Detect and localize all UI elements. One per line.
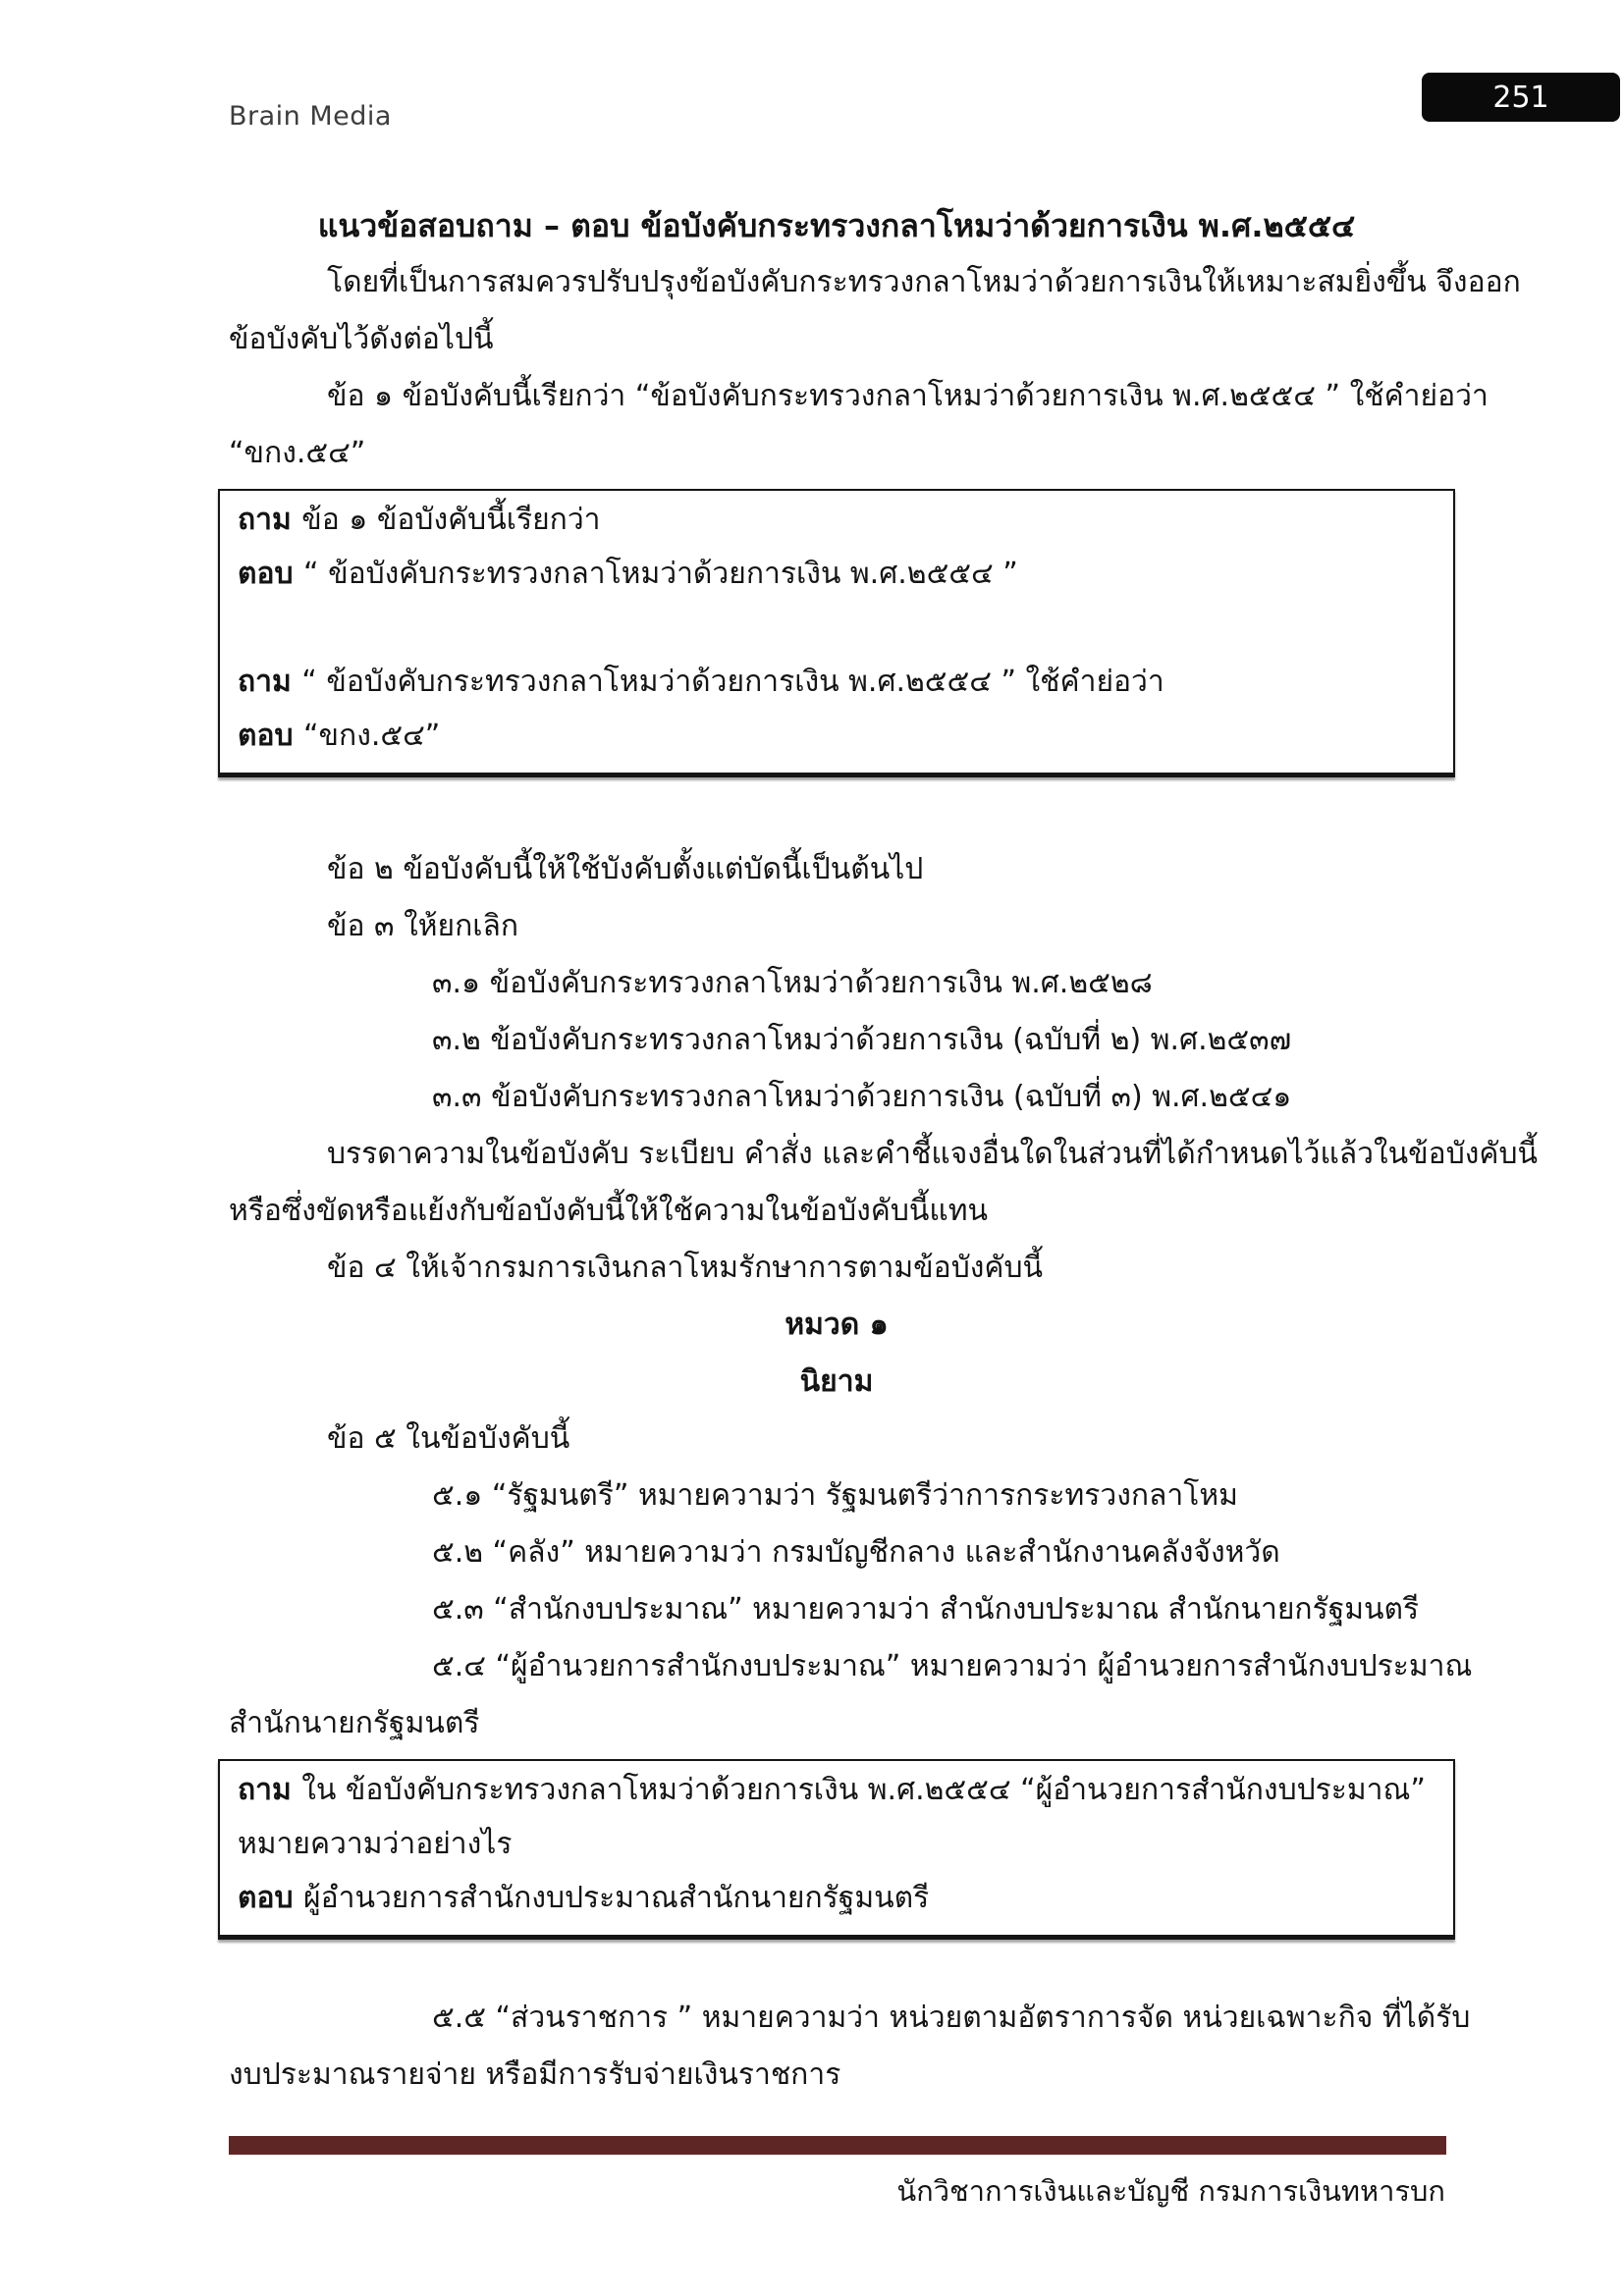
text-line: ๕.๑ “รัฐมนตรี” หมายความว่า รัฐมนตรีว่าการกระทรวงกลาโหม	[432, 1478, 1238, 1513]
page-number: 251	[1492, 80, 1549, 115]
brand-label: Brain Media	[229, 101, 392, 132]
qa-prefix-label: ตอบ	[238, 719, 303, 753]
text-line: ๓.๑ ข้อบังคับกระทรวงกลาโหมว่าด้วยการเงิน พ.ศ.๒๕๒๘	[432, 966, 1153, 1000]
text-line: ๕.๒ “คลัง” หมายความว่า กรมบัญชีกลาง และสำนักงานคลังจังหวัด	[432, 1535, 1280, 1570]
qa-prefix-label: ถาม	[238, 503, 302, 537]
qa-box	[218, 489, 1455, 777]
section-heading: นิยาม	[799, 1364, 874, 1399]
text-line: ๓.๓ ข้อบังคับกระทรวงกลาโหมว่าด้วยการเงิน (ฉบับที่ ๓) พ.ศ.๒๕๔๑	[432, 1080, 1292, 1114]
text-line: “ขกง.๕๔”	[229, 436, 366, 470]
qa-line: ตอบ “ ข้อบังคับกระทรวงกลาโหมว่าด้วยการเงิน พ.ศ.๒๕๕๔ ”	[238, 557, 1018, 591]
text-line: ข้อ ๑ ข้อบังคับนี้เรียกว่า “ข้อบังคับกระทรวงกลาโหมว่าด้วยการเงิน พ.ศ.๒๕๕๔ ” ใช้คำย่อว่า	[327, 379, 1489, 413]
footer-credit: นักวิชาการเงินและบัญชี กรมการเงินทหารบก	[896, 2174, 1445, 2208]
qa-line: หมายความว่าอย่างไร	[238, 1827, 513, 1861]
text-line: โดยที่เป็นการสมควรปรับปรุงข้อบังคับกระทรวงกลาโหมว่าด้วยการเงินให้เหมาะสมยิ่งขึ้น จึงออก	[327, 265, 1521, 299]
section-heading: หมวด ๑	[785, 1308, 889, 1342]
qa-prefix-label: ตอบ	[238, 557, 303, 591]
document-body	[218, 261, 1539, 2110]
page-number-badge	[1422, 73, 1620, 122]
qa-line: ตอบ ผู้อำนวยการสำนักงบประมาณสำนักนายกรัฐมนตรี	[238, 1881, 930, 1915]
qa-prefix-label: ถาม	[238, 665, 302, 699]
text-line: ข้อ ๔ ให้เจ้ากรมการเงินกลาโหมรักษาการตามข้อบังคับนี้	[327, 1251, 1044, 1285]
text-line: งบประมาณรายจ่าย หรือมีการรับจ่ายเงินราชการ	[229, 2057, 841, 2092]
text-line: ๕.๓ “สำนักงบประมาณ” หมายความว่า สำนักงบประมาณ สำนักนายกรัฐมนตรี	[432, 1592, 1420, 1627]
spacer	[218, 1940, 1455, 1997]
text-line: หรือซึ่งขัดหรือแย้งกับข้อบังคับนี้ให้ใช้ความในข้อบังคับนี้แทน	[229, 1194, 988, 1228]
qa-box	[218, 1759, 1455, 1940]
qa-prefix-label: ถาม	[238, 1773, 302, 1807]
text-line: ๓.๒ ข้อบังคับกระทรวงกลาโหมว่าด้วยการเงิน (ฉบับที่ ๒) พ.ศ.๒๕๓๗	[432, 1023, 1292, 1057]
text-line: ๕.๔ “ผู้อำนวยการสำนักงบประมาณ” หมายความว่า ผู้อำนวยการสำนักงบประมาณ	[432, 1649, 1473, 1683]
qa-line: ถาม ข้อ ๑ ข้อบังคับนี้เรียกว่า	[238, 503, 601, 537]
spacer	[218, 777, 1455, 848]
document-title: แนวข้อสอบถาม – ตอบ ข้อบังคับกระทรวงกลาโหมว่าด้วยการเงิน พ.ศ.๒๕๕๔	[317, 207, 1356, 244]
qa-prefix-label: ตอบ	[238, 1881, 303, 1915]
document-content	[218, 204, 1539, 2214]
text-line: ข้อ ๕ ในข้อบังคับนี้	[327, 1421, 570, 1456]
qa-line: ตอบ “ขกง.๕๔”	[238, 719, 441, 753]
text-line: ข้อ ๒ ข้อบังคับนี้ให้ใช้บังคับตั้งแต่บัดนี้เป็นต้นไป	[327, 852, 924, 886]
text-line: สำนักนายกรัฐมนตรี	[229, 1706, 480, 1740]
text-line: ข้อ ๓ ให้ยกเลิก	[327, 909, 519, 943]
qa-line: ถาม ใน ข้อบังคับกระทรวงกลาโหมว่าด้วยการเงิน พ.ศ.๒๕๕๔ “ผู้อำนวยการสำนักงบประมาณ”	[238, 1773, 1426, 1807]
text-line: บรรดาความในข้อบังคับ ระเบียบ คำสั่ง และคำชี้แจงอื่นใดในส่วนที่ได้กำหนดไว้แล้วในข้อบังคับนี้	[327, 1137, 1539, 1171]
text-line: ข้อบังคับไว้ดังต่อไปนี้	[229, 322, 494, 356]
text-line: ๕.๕ “ส่วนราชการ ” หมายความว่า หน่วยตามอัตราการจัด หน่วยเฉพาะกิจ ที่ได้รับ	[432, 2001, 1471, 2035]
qa-line	[238, 607, 1437, 661]
qa-line: ถาม “ ข้อบังคับกระทรวงกลาโหมว่าด้วยการเงิน พ.ศ.๒๕๕๔ ” ใช้คำย่อว่า	[238, 665, 1164, 699]
footer-rule	[229, 2136, 1446, 2155]
